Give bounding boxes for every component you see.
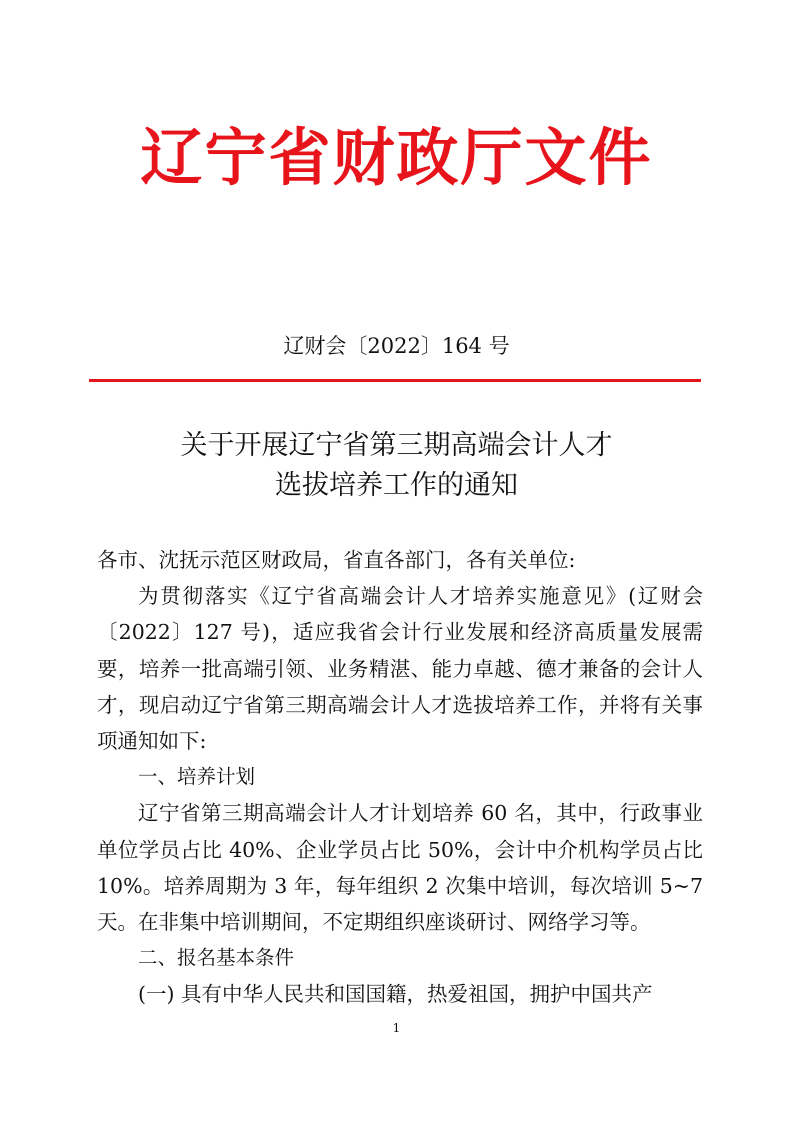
section-2-item-1: (一) 具有中华人民共和国国籍，热爱祖国，拥护中国共产 — [138, 982, 653, 1007]
notice-title-line-1: 关于开展辽宁省第三期高端会计人才 — [180, 430, 613, 461]
document-body — [97, 542, 703, 1013]
page-number: 1 — [392, 1021, 401, 1035]
section-2-heading: 二、报名基本条件 — [138, 946, 295, 970]
section-1-body: 辽宁省第三期高端会计人才计划培养 60 名，其中，行政事业单位学员占比 40%、企业学员占比 50%，会计中介机构学员占比 10%。培养周期为 3 年，每年组织 2 次集中培训，每次培训 5~7 天。在非集中培训期间，不定期组织座谈研讨、网络学习等。 — [97, 801, 703, 935]
section-1-heading: 一、培养计划 — [138, 765, 256, 789]
document-number: 辽财会〔2022〕164 号 — [283, 334, 510, 358]
intro-paragraph: 为贯彻落实《辽宁省高端会计人才培养实施意见》(辽财会〔2022〕127 号)，适应我省会计行业发展和经济高质量发展需要，培养一批高端引领、业务精湛、能力卓越、德才兼备的会计人才，现启动辽宁省第三期高端会计人才选拔培养工作，并将有关事项通知如下: — [97, 584, 703, 754]
addressee-line: 各市、沈抚示范区财政局，省直各部门，各有关单位: — [97, 548, 576, 572]
notice-title-line-2: 选拔培养工作的通知 — [275, 470, 518, 501]
notice-title — [0, 426, 793, 506]
document-header-title: 辽宁省财政厅文件 — [140, 121, 653, 194]
red-divider-line — [89, 379, 701, 382]
